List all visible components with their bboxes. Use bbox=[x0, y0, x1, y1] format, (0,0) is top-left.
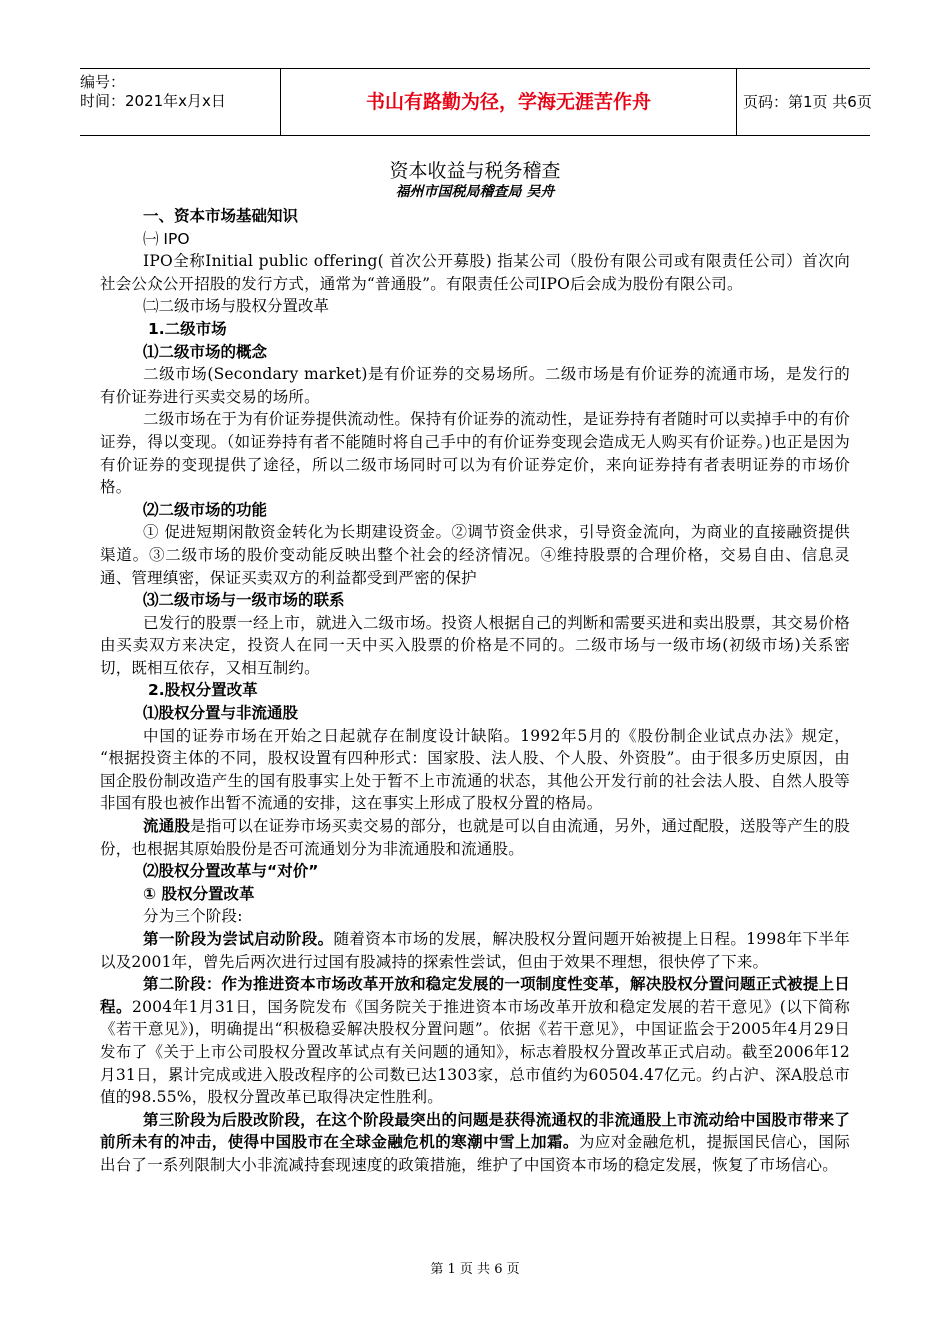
subsection-heading: 1.二级市场 bbox=[148, 319, 227, 338]
bold-lead: 第三阶段为后股改阶段，在这个阶段最突出的问题是获得流通权的非流通股上市流动给中国股市带来了前所未有的冲击，使得中国股市在全球金融危机的寒潮中雪上加霜。 bbox=[100, 1110, 850, 1152]
number-label: 编号： bbox=[80, 73, 126, 91]
subsection-heading: ⑶二级市场与一级市场的联系 bbox=[143, 591, 345, 610]
paragraph: 二级市场(Secondary market)是有价证券的交易场所。二级市场是有价证券的流通市场，是发行的有价证券进行买卖交易的场所。 bbox=[100, 365, 850, 406]
paragraph-text: 2004年1月31日，国务院发布《国务院关于推进资本市场改革开放和稳定发展的若干意见》(以下简称《若干意见》)，明确提出“积极稳妥解决股权分置问题”。依据《若干意见》，中国证监会于2005年4月29日发布了《关于上市公司股权分置改革试点有关问题的通知》，标志着股权分置改革正式启动。截至2006年12月31日，累计完成或进入股改程序的公司数已达1303家，总市值约为60504.47亿元。约占沪、深A股总市值的98.55%，股权分置改革已取得决定性胜利。 bbox=[100, 997, 851, 1107]
time-label: 时间：2021年x月x日 bbox=[80, 92, 226, 110]
paragraph bbox=[100, 973, 850, 1109]
header-page-label: 页码：第1页 共6页 bbox=[743, 93, 872, 111]
paragraph-text: 是指可以在证券市场买卖交易的部分，也就是可以自由流通，另外，通过配股，送股等产生的股份，也根据其原始股份是否可流通划分为非流通股和流通股。 bbox=[100, 817, 850, 858]
page-footer: 第 1 页 共 6 页 bbox=[430, 1262, 520, 1277]
paragraph: IPO全称Initial public offering( 首次公开募股) 指某公司（股份有限公司或有限责任公司）首次向社会公众公开招股的发行方式，通常为“普通股”。有限责任公司IPO后会成为股份有限公司。 bbox=[100, 252, 850, 293]
document-title: 资本收益与税务稽查 bbox=[389, 160, 561, 182]
subsection-heading: ㈠ IPO bbox=[143, 229, 190, 248]
document-header bbox=[80, 68, 870, 136]
header-motto-cell bbox=[280, 69, 737, 135]
paragraph-text: 随着资本市场的发展，解决股权分置问题开始被提上日程。1998年下半年以及2001年，曾先后两次进行过国有股减持的探索性尝试，但由于效果不理想，很快停了下来。 bbox=[100, 930, 850, 971]
paragraph: 已发行的股票一经上市，就进入二级市场。投资人根据自己的判断和需要买进和卖出股票，其交易价格由买卖双方来决定，投资人在同一天中买入股票的价格是不同的。二级市场与一级市场(初级市场)关系密切，既相互依存，又相互制约。 bbox=[100, 613, 850, 677]
subsection-heading: ⑴股权分置与非流通股 bbox=[143, 704, 299, 723]
paragraph bbox=[100, 1109, 850, 1177]
document-body bbox=[100, 160, 850, 1177]
header-meta bbox=[80, 69, 280, 139]
paragraph: 二级市场在于为有价证券提供流动性。保持有价证券的流动性，是证券持有者随时可以卖掉手中的有价证券，得以变现。（如证券持有者不能随时将自己手中的有价证券变现会造成无人购买有价证券。)也正是因为有价证券的变现提供了途径，所以二级市场同时可以为有价证券定价，来向证券持有者表明证券的市场价格。 bbox=[100, 410, 850, 497]
subsection-heading: 2.股权分置改革 bbox=[148, 681, 258, 700]
paragraph: 中国的证券市场在开始之日起就存在制度设计缺陷。1992年5月的《股份制企业试点办法》规定， “根据投资主体的不同，股权设置有四种形式：国家股、法人股、个人股、外资股”。由于很多历史原因，由国企股份制改造产生的国有股事实上处于暂不上市流通的状态，其他公开发行前的社会法人股、自然人股等非国有股也被作出暂不流通的安排，这在事实上形成了股权分置的格局。 bbox=[100, 726, 850, 813]
document-author: 福州市国税局稽查局 吴舟 bbox=[395, 184, 555, 200]
subsection-heading: ㈡二级市场与股权分置改革 bbox=[143, 297, 330, 316]
bold-lead: 第一阶段为尝试启动阶段。 bbox=[143, 930, 334, 948]
motto: 书山有路勤为径，学海无涯苦作舟 bbox=[365, 91, 651, 113]
subsection-heading: ① 股权分置改革 bbox=[143, 884, 255, 903]
bold-term: 流通股 bbox=[143, 817, 191, 836]
subsection-heading: ⑵二级市场的功能 bbox=[143, 500, 268, 519]
subsection-heading: ⑴二级市场的概念 bbox=[143, 342, 268, 361]
paragraph-text: 为应对金融危机，提振国民信心，国际出台了一系列限制大小非流减持套现速度的政策措施，维护了中国资本市场的稳定发展，恢复了市场信心。 bbox=[100, 1133, 850, 1174]
paragraph: 分为三个阶段: bbox=[143, 907, 243, 926]
paragraph bbox=[100, 815, 850, 860]
subsection-heading: ⑵股权分置改革与“对价” bbox=[143, 862, 319, 881]
section-heading: 一、资本市场基础知识 bbox=[143, 207, 299, 225]
paragraph bbox=[100, 928, 850, 973]
paragraph: ① 促进短期闲散资金转化为长期建设资金。②调节资金供求，引导资金流向，为商业的直接融资提供渠道。③二级市场的股价变动能反映出整个社会的经济情况。④维持股票的合理价格，交易自由、信息灵通、管理缜密，保证买卖双方的利益都受到严密的保护 bbox=[100, 523, 850, 587]
bold-lead: 第二阶段：作为推进资本市场改革开放和稳定发展的一项制度性变革，解决股权分置问题正式被提上日程。 bbox=[100, 975, 850, 1016]
